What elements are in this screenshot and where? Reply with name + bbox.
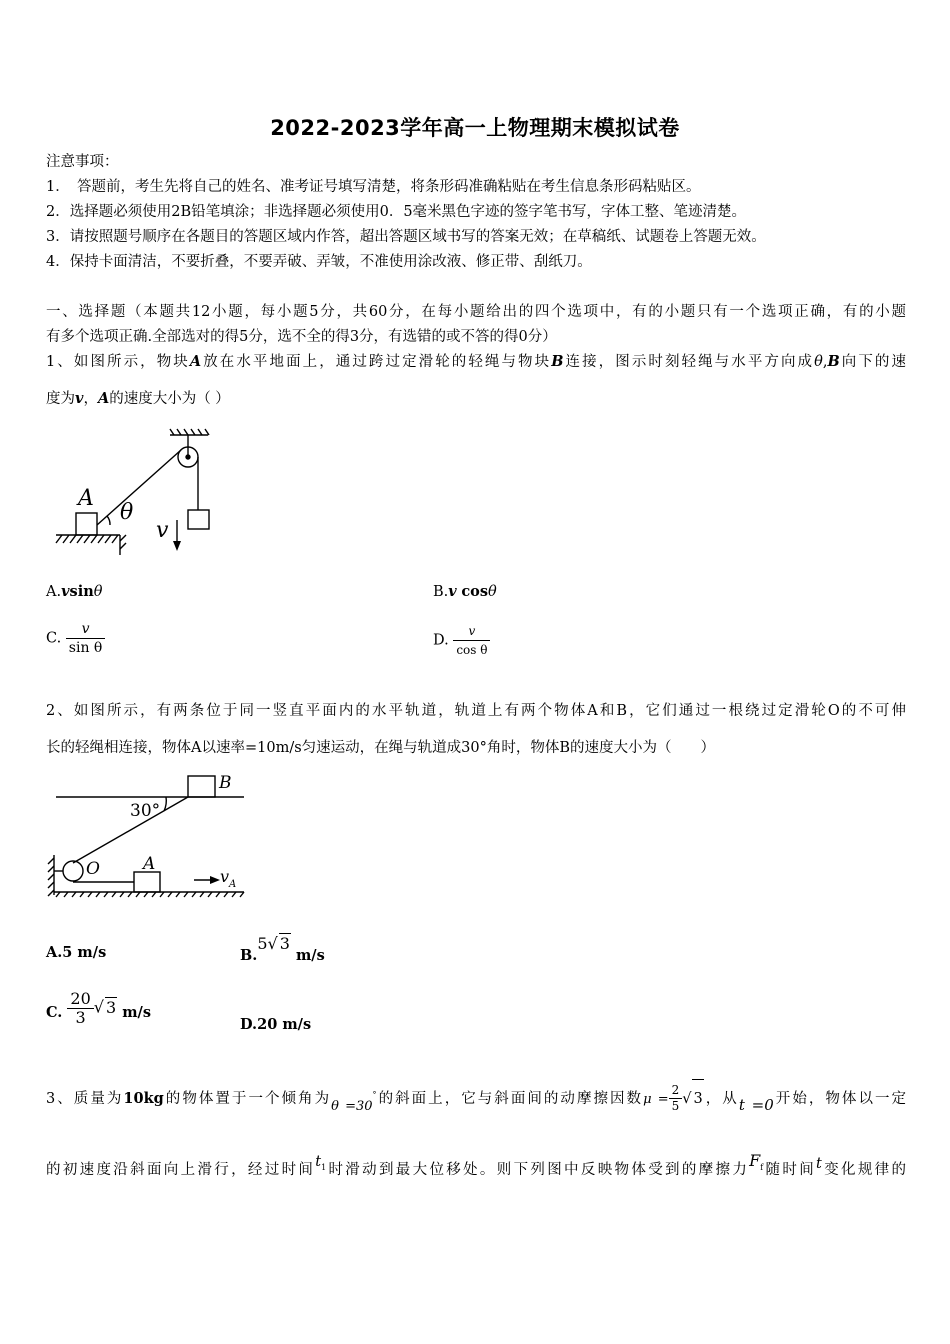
q1-option-b[interactable]: B.v cosθ <box>433 583 497 600</box>
q2-option-d[interactable]: D.20 m/s <box>240 1016 312 1033</box>
q2-fig-label-a: A <box>143 854 156 874</box>
q1-figure <box>50 425 220 555</box>
q2-line-1: 2、如图所示，有两条位于同一竖直平面内的水平轨道，轨道上有两个物体A和B，它们通过一根绕过定滑轮O的不可伸 <box>46 703 906 719</box>
q1-arrow-icon <box>173 541 181 551</box>
q1-fig-label-theta: θ <box>120 500 134 525</box>
notice-item-3: 3．请按照题号顺序在各题目的答题区域内作答，超出答题区域书写的答案无效；在草稿纸、试题卷上答题无效。 <box>46 229 766 245</box>
page-title: 2022-2023学年高一上物理期末模拟试卷 <box>270 116 680 140</box>
q1-fig-label-a: A <box>78 486 94 511</box>
q1-line-1: 1、如图所示，物块A放在水平地面上，通过跨过定滑轮的轻绳与物块B连接，图示时刻轻绳与水平方向成θ,B向下的速 <box>46 353 907 370</box>
q1-fig-label-v: v <box>156 518 169 543</box>
notice-item-4: 4．保持卡面清洁，不要折叠，不要弄破、弄皱，不准使用涂改液、修正带、刮纸刀。 <box>46 254 592 270</box>
q1-line-2: 度为v，A的速度大小为（ ） <box>46 390 230 407</box>
q2-block-a <box>134 872 160 892</box>
q2-option-a[interactable]: A.5 m/s <box>46 944 107 961</box>
section-line-1: 一、选择题（本题共12小题，每小题5分，共60分，在每小题给出的四个选项中，有的小题只有一个选项正确，有的小题 <box>46 304 906 320</box>
q2-option-c[interactable]: C. $\frac{20}{3}$ √ 3 m/s <box>46 989 152 1027</box>
q3-line-2: 的初速度沿斜面向上滑行，经过时间$t_1$时滑动到最大位移处。则下列图中反映物体受到的摩擦力$F_f$随时间t变化规律的 <box>46 1151 907 1178</box>
q2-fig-label-v: v <box>220 867 230 886</box>
q3-line-1: 3、质量为10kg的物体置于一个倾角为θ =30°的斜面上，它与斜面间的动摩擦因数μ = $\frac{2}{5}$ √ 3，从t =0开始，物体以一定 <box>46 1076 906 1119</box>
q2-line-2: 长的轻绳相连接，物体A以速率=10m/s匀速运动，在绳与轨道成30°角时，物体B的速度大小为（ ） <box>46 740 716 756</box>
notice-item-1: 1． 答题前，考生先将自己的姓名、准考证号填写清楚，将条形码准确粘贴在考生信息条形码粘贴区。 <box>46 179 701 195</box>
q1-block-b <box>188 510 209 529</box>
q1-option-a[interactable]: A.vsinθ <box>46 583 103 600</box>
q1-option-c[interactable]: C. $\frac{v}{\text{sin θ}}$ <box>46 620 105 657</box>
q2-arrow-icon <box>210 876 220 884</box>
q2-fig-label-b: B <box>219 773 232 793</box>
q2-fig-label-angle: 30° <box>130 801 161 821</box>
q2-option-b[interactable]: B.5√ 3 m/s <box>240 934 325 964</box>
q2-fig-label-o: O <box>86 859 100 879</box>
q1-block-a <box>76 513 97 535</box>
q2-figure <box>44 770 254 900</box>
q2-pulley-o <box>63 861 83 881</box>
q2-block-b <box>188 776 215 797</box>
q2-fig-label-sub: A <box>229 879 237 890</box>
q1-option-d[interactable]: D. $\frac{v}{\text{cos θ}}$ <box>433 622 490 659</box>
notice-item-2: 2．选择题必须使用2B铅笔填涂；非选择题必须使用0．5毫米黑色字迹的签字笔书写，字体工整、笔迹清楚。 <box>46 204 747 220</box>
section-line-2: 有多个选项正确.全部选对的得5分，选不全的得3分，有选错的或不答的得0分） <box>46 329 557 345</box>
notice-heading: 注意事项： <box>46 154 119 170</box>
